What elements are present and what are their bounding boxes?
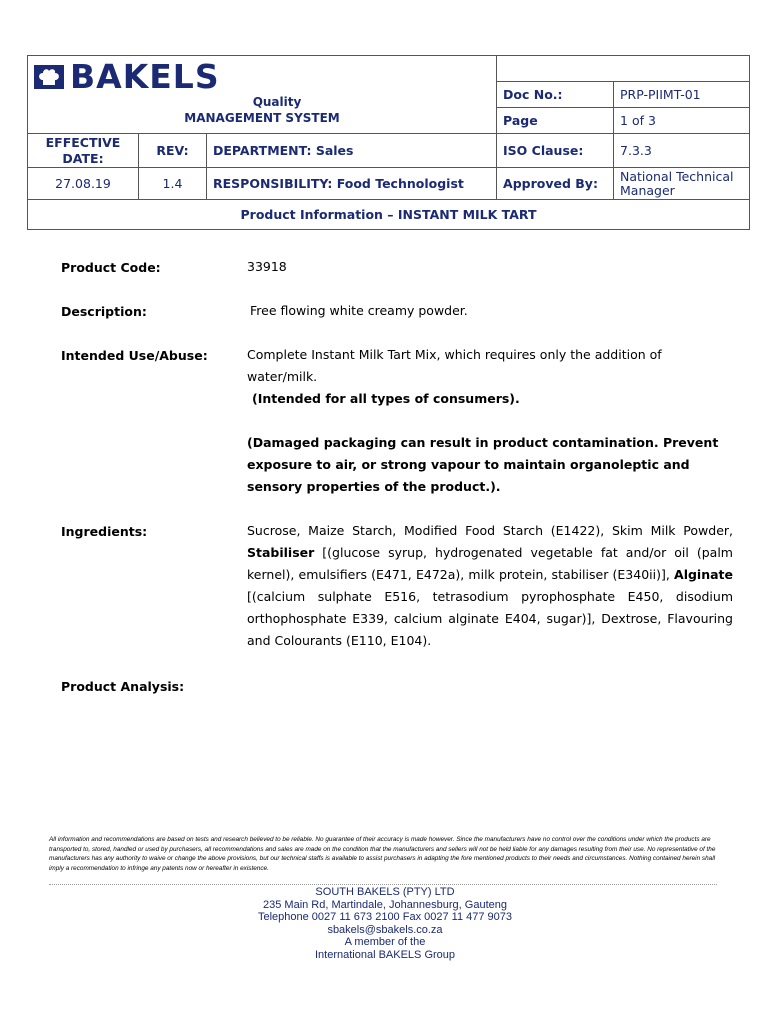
responsibility: RESPONSIBILITY: Food Technologist (207, 168, 497, 200)
disclaimer: All information and recommendations are based on tests and research believed to be reliable. No guarantee of their accuracy is made however. Since the manufacturers have no control over the conditions under which the products are transported to, stored, handled or used by purchasers, all recommendations and sales are made on the condition that the manufacturers and sellers will not be held liable for any damages resulting from their use. No representative of the manufacturers has any authority to waive or change the above provisions, but our technical staffs is available to assist purchasers in adapting the fore mentioned products to their needs and circumstances. Nothing contained herein shall imply a recommendation to infringe any patents now or hereafter in existence. (49, 836, 716, 872)
ingredients-stabiliser: Stabiliser (247, 545, 315, 560)
product-code-label: Product Code: (61, 260, 161, 275)
effective-date-label: EFFECTIVE DATE: (28, 134, 139, 168)
rev-value: 1.4 (139, 168, 207, 200)
approved-by-label: Approved By: (497, 168, 614, 200)
logo-text: BAKELS (70, 57, 220, 96)
intended-consumers-note: (Intended for all types of consumers). (252, 391, 520, 406)
product-information-title: Product Information – INSTANT MILK TART (28, 200, 750, 230)
ingredients-text-2: [(glucose syrup, hydrogenated vegetable fat and/or oil (palm kernel), emulsifiers (E471, E472a), milk protein, stabiliser (E340ii)], (247, 545, 733, 582)
damaged-packaging-note: (Damaged packaging can result in product contamination. Prevent exposure to air, or strong vapour to maintain organoleptic and sensory properties of the product.). (247, 435, 719, 494)
street-address: 235 Main Rd, Martindale, Johannesburg, Gauteng (263, 898, 507, 911)
product-analysis-label: Product Analysis: (61, 679, 185, 694)
doc-no-value: PRP-PIIMT-01 (614, 82, 750, 108)
description-value: Free flowing white creamy powder. (250, 303, 468, 318)
effective-date-value: 27.08.19 (28, 168, 139, 200)
intended-use-label: Intended Use/Abuse: (61, 348, 208, 363)
page-value: 1 of 3 (614, 108, 750, 134)
header-blank-cell (497, 56, 750, 82)
member-line-2: International BAKELS Group (314, 948, 456, 961)
ingredients-alginate: Alginate (674, 567, 733, 582)
company-name: SOUTH BAKELS (PTY) LTD (315, 886, 455, 898)
ingredients-text-1: Sucrose, Maize Starch, Modified Food Starch (E1422), Skim Milk Powder, (247, 523, 733, 538)
department: DEPARTMENT: Sales (207, 134, 497, 168)
intended-use-value: Complete Instant Milk Tart Mix, which requires only the addition of water/milk. (247, 347, 662, 384)
company-address (200, 886, 570, 962)
chef-hat-icon (34, 65, 64, 89)
doc-no-label: Doc No.: (497, 82, 614, 108)
qms-line2: MANAGEMENT SYSTEM (184, 111, 340, 125)
email-address[interactable]: sbakels@sbakels.co.za (327, 923, 443, 936)
member-line-1: A member of the (344, 936, 426, 949)
iso-clause-label: ISO Clause: (497, 134, 614, 168)
telephone-fax: Telephone 0027 11 673 2100 Fax 0027 11 477 9073 (257, 911, 513, 924)
iso-clause-value: 7.3.3 (614, 134, 750, 168)
logo-block (28, 56, 497, 134)
document-header (27, 55, 750, 230)
qms-line1: Quality (252, 95, 302, 109)
ingredients-label: Ingredients: (61, 524, 148, 539)
page-label: Page (497, 108, 614, 134)
bakels-logo (34, 57, 220, 96)
ingredients-text-3: [(calcium sulphate E516, tetrasodium pyrophosphate E450, disodium orthophosphate E339, calcium alginate E404, sugar)], Dextrose, Flavouring and Colourants (E110, E104). (247, 589, 733, 648)
approved-by-value: National Technical Manager (614, 168, 750, 200)
rev-label: REV: (139, 134, 207, 168)
ingredients-value (247, 520, 733, 652)
qms-title (28, 94, 496, 126)
product-code-value: 33918 (247, 259, 287, 274)
footer-divider (49, 884, 717, 885)
description-label: Description: (61, 304, 147, 319)
